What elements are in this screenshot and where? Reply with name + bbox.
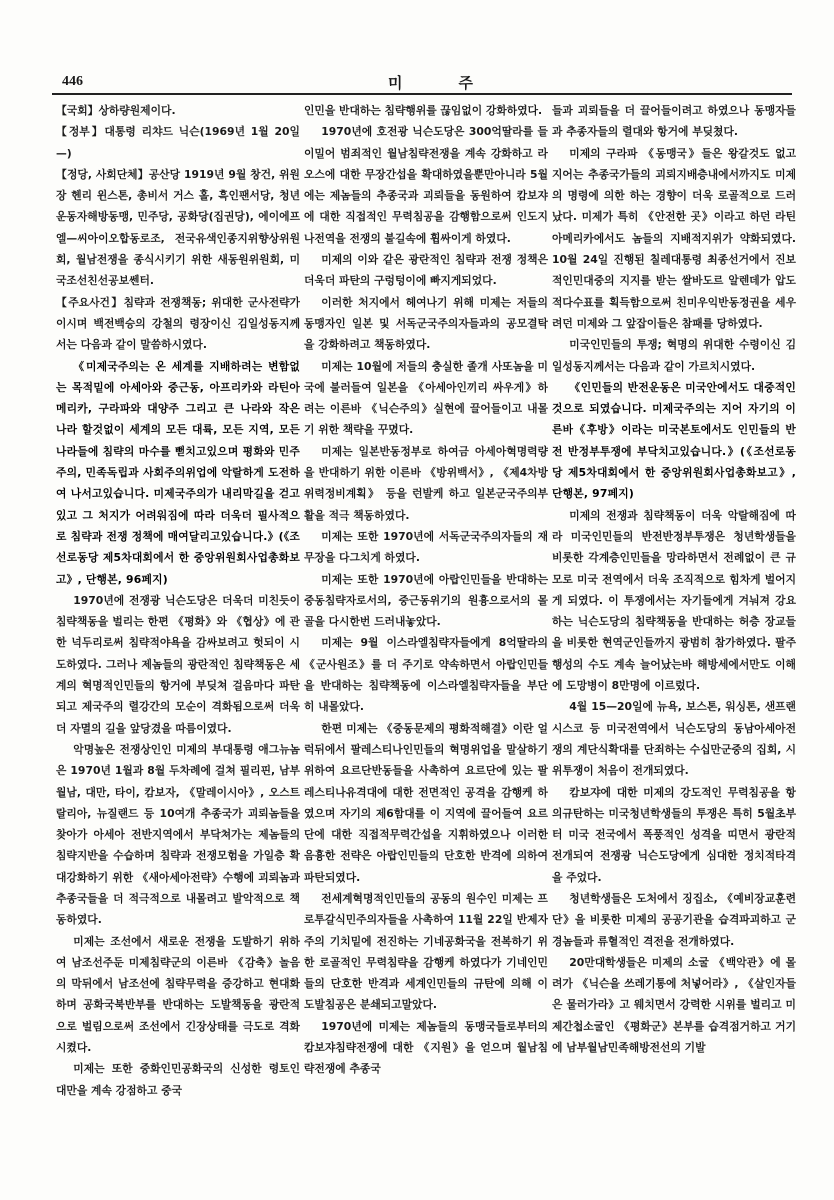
page-header — [52, 60, 792, 92]
running-title: 미주 — [388, 74, 529, 92]
paragraph: 20만대학생들은 미제의 소굴 《백악관》에 몰려가 《닉슨을 쓰레기통에 처넣어라》, 《살인자들은 물러가라》고 웨치면서 강력한 시위를 벌리고 미제간첩소굴인 《평화군》본부를 습격점거하고 거기에 남부월남민족해방전선의 기발 — [552, 955, 796, 1055]
quotation-paragraph: 《인민들의 반전운동은 미국안에서도 대중적인것으로 되였습니다. 미제국주의는 지어 자기의 이른바《후방》이라는 미국본토에서도 인민들의 반전 반정부투쟁에 부닥치고있습니다.》(《조선로동당 제5차대회에서 한 중앙위원회사업총화보고》, 단행본, 97페지) — [552, 380, 796, 501]
paragraph: 미제는 또한 1970년에 아랍인민들을 반대하는 중동침략자로서의, 중근동위기의 원흉으로서의 몰골을 다시한번 드러내놓았다. — [304, 572, 548, 629]
quotation-paragraph: 《미제국주의는 온 세계를 지배하려는 변함없는 목적밑에 아세아와 중근동, 아프리카와 라틴아메리카, 구라파와 대양주 그리고 큰 나라와 작은 나라 할것없이 세계의 모든 대륙, 모든 지역, 모든 나라들에 침략의 마수를 뻗치고있으며 평화와 민주주의, 민족독립과 사회주의위업에 악랄하게 도전하여 나서고있습니다. 미제국주의가 내리막길을 걷고있고 그 처지가 어려워짐에 따라 더욱더 필사적으로 침략과 전쟁 정책에 매여달리고있습니다.》(《조선로동당 제5차대회에서 한 중앙위원회사업총화보고》, 단행본, 96페지) — [56, 359, 300, 586]
text-column-1 — [56, 100, 300, 1160]
paragraph: 인민을 반대하는 침략행위를 끊임없이 강화하였다. — [304, 104, 543, 117]
paragraph: 미제는 10월에 저들의 충실한 졸개 사또놈을 미국에 불러들여 일본을 《아세아인끼리 싸우게》하려는 이른바 《닉슨주의》실현에 끌어들이고 내몰기 위한 책략을 꾸몄다. — [304, 359, 548, 437]
paragraph: 미제의 이와 같은 광란적인 침략과 전쟁 정책은 더욱더 파탄의 구렁텅이에 빠지게되었다. — [304, 253, 548, 288]
paragraph: 미국인민들의 투쟁; 혁명의 위대한 수령이신 김일성동지께서는 다음과 같이 가르치시였다. — [552, 338, 796, 373]
paragraph: 한편 미제는 《중동문제의 평화적해결》이란 얼럭뒤에서 팔레스티나인민들의 혁명위업을 말살하기 위하여 요르단반동들을 사촉하여 요르단에 있는 팔레스티나유격대에 대한 전면적인 공격을 감행케 하였으며 자기의 제6함대를 이 지역에 끌어들여 요르단에 대한 직접적무력간섭을 지휘하였으나 이러한 음흉한 전략은 아랍인민들의 단호한 반격에 의하여 파탄되였다. — [304, 721, 548, 884]
paragraph: 【국회】상하량원제이다. — [56, 104, 176, 117]
paragraph: 청년학생들은 도처에서 징집소, 《예비장교훈련단》을 비롯한 미제의 공공기관을 습격파괴하고 군경놈들과 류혈적인 격전을 전개하였다. — [552, 891, 796, 948]
paragraph: 미제는 또한 중화인민공화국의 신성한 령토인 대만을 계속 강점하고 중국 — [56, 1062, 300, 1097]
text-column-3 — [552, 100, 796, 1160]
text-column-2 — [304, 100, 548, 1160]
paragraph: 미제는 9월 이스라엘침략자들에게 8억딸라의 《군사원조》를 더 주기로 약속하면서 아랍인민들을 반대하는 침략책동에 이스라엘침략자들을 부단히 내몰았다. — [304, 636, 548, 714]
paragraph: 들과 괴뢰들을 더 끌어들이려고 하였으나 동맹자들과 추종자들의 렬대와 항거에 부딪쳤다. — [552, 104, 796, 139]
paragraph: 미제의 전쟁과 침략책동이 더욱 악랄해짐에 따라 미국인민들의 반전반정부투쟁은 청년학생들을 비롯한 각계층인민들을 망라하면서 전례없이 큰 규모로 미국 전역에서 더욱 조직적으로 힘차게 벌어지게 되였다. 이 투쟁에서는 자기들에게 겨눠져 강요하는 닉슨도당의 침략책동을 반대하는 허층 장교들을 비롯한 현역군인들까지 광범히 참가하였다. 팔주행성의 수도 계속 늘어났는바 해방세에서만도 이해에 도망병이 8만명에 이르렀다. — [552, 508, 796, 693]
header-rule — [52, 93, 792, 95]
paragraph: 전세계혁명적인민들의 공동의 원수인 미제는 프로투갈식민주의자들을 사촉하여 11월 22일 반제자주의 기치밑에 전진하는 기네공화국을 전복하기 위한 로골적인 무력침략을 감행케 하였다가 기네인민들의 단호한 반격과 세계인민들의 규탄에 의해 이 도발침공은 분쇄되고말았다. — [304, 891, 548, 1012]
paragraph: 악명높은 전쟁상인인 미제의 부대통령 애그뉴놈은 1970년 1월과 8월 두차례에 걸쳐 필리핀, 남부월남, 대만, 타이, 캄보자, 《말레이시아》, 오스트랄리아, 뉴질랜드 등 10여개 추종국가 괴뢰놈들을 찾아가 아세아 전반지역에서 부닥쳐가는 제놈들의 침략지반을 수습하며 침략과 전쟁모험을 가일층 확대강화하기 위한 《새아세아전략》수행에 괴뢰놈과 추종국들을 더 적극적으로 내몰려고 발악적으로 책동하였다. — [56, 742, 300, 927]
paragraph: 1970년에 전쟁광 닉슨도당은 더욱더 미친듯이 침략책동을 벌리는 한편 《평화》와 《협상》에 관한 넉두리로써 침략적야욕을 감싸보려고 헛되이 시도하였다. 그러나 제놈들의 광란적인 침략책동은 세계의 혁명적인민들의 항거에 부딪쳐 걸음마다 파탄되고 제국주의 렬강간의 모순이 격화됨으로써 더욱더 자멸의 길을 앞당겼을 따름이였다. — [56, 593, 300, 735]
page-number: 446 — [62, 74, 83, 89]
paragraph: 이러한 처지에서 헤여나기 위해 미제는 저들의 동맹자인 일본 및 서독군국주의자들과의 공모결탁을 강화하려고 책동하였다. — [304, 295, 548, 352]
paragraph: 1970년에 호전광 닉슨도당은 300억딸라를 들이밀어 범죄적인 월남침략전쟁을 계속 강화하고 라오스에 대한 무장간섭을 확대하였을뿐만아니라 5월에는 제놈들의 추종국과 괴뢰들을 동원하여 캄보쟈에 대한 직접적인 무력침공을 감행함으로써 인도지나전역을 전쟁의 불길속에 휩싸이게 하였다. — [304, 125, 548, 245]
paragraph: 미제는 일본반동정부로 하여금 아세아혁명력량을 반대하기 위한 이른바 《방위백서》, 《제4차방위력정비계획》 등을 런발케 하고 일본군국주의부활을 적극 책동하였다. — [304, 444, 548, 522]
paragraph: 캄보쟈에 대한 미제의 강도적인 무력침공을 항의규탄하는 미국청년학생들의 투쟁은 특히 5월초부터 미국 전국에서 폭풍적인 성격을 띠면서 광란적 전개되여 전쟁광 닉슨도당에게 심대한 정치적타격을 주었다. — [552, 785, 796, 884]
paragraph: 【정당, 사회단체】공산당 1919년 9월 창건, 위원장 헨리 윈스톤, 총비서 거스 홀, 흑인팬서당, 청년운동자해방동맹, 민주당, 공화당(집권당), 에이에프엘—씨아이오합동로조, 전국유색인종지위향상위원회, 월남전쟁을 종식시키기 위한 새동원위원회, 미국조선친선공보쎈터. — [56, 167, 300, 288]
paragraph: 4월 15—20일에 뉴욕, 보스톤, 워싱톤, 샌프랜시스코 등 미국전역에서 닉슨도당의 동남아세아전쟁의 계단식확대를 단죄하는 수십만군중의 집회, 시위투쟁이 처음이 전개되였다. — [552, 700, 796, 778]
paragraph: 미제는 또한 1970년에 서독군국주의자들의 재무장을 다그치게 하였다. — [304, 529, 548, 565]
paragraph: 【정부】대통령 리챠드 닉슨(1969년 1월 20일—) — [56, 125, 300, 160]
paragraph: 미제는 조선에서 새로운 전쟁을 도발하기 위하여 남조선주둔 미제침략군의 이른바 《감축》놀음의 막뒤에서 남조선에 침략무력을 증강하고 현대화하며 공화국북반부를 반대하는 도발책동을 광란적으로 벌림으로써 조선에서 긴장상태를 극도로 격화시켰다. — [56, 934, 300, 1055]
paragraph: 미제의 구라파 《동맹국》들은 왕갈것도 없고 지어는 추종국가들의 괴뢰지배층내에서까지도 미제의 명령에 의한 하는 경향이 더욱 로골적으로 드러났다. 미제가 특히 《안전한 곳》이라고 하던 라틴아메리카에서도 놈들의 지배적지위가 약화되였다. 10월 24일 진행된 칠레대통령 최종선거에서 진보적인민대중의 지지를 받는 쌀바도르 알렌데가 압도적다수표를 획득함으로써 친미우익반동정권을 세우려던 미제와 그 앞잡이들은 참패를 당하였다. — [552, 146, 796, 330]
paragraph: 1970년에 미제는 제놈들의 동맹국들로부터의 캄보쟈침략전쟁에 대한 《지원》을 얻으며 월남침략전쟁에 추종국 — [304, 1019, 548, 1076]
paragraph: 【주요사건】침략과 전쟁책동; 위대한 군사전략가이시며 백전백승의 강철의 령장이신 김일성동지께서는 다음과 같이 말씀하시였다. — [56, 295, 300, 352]
